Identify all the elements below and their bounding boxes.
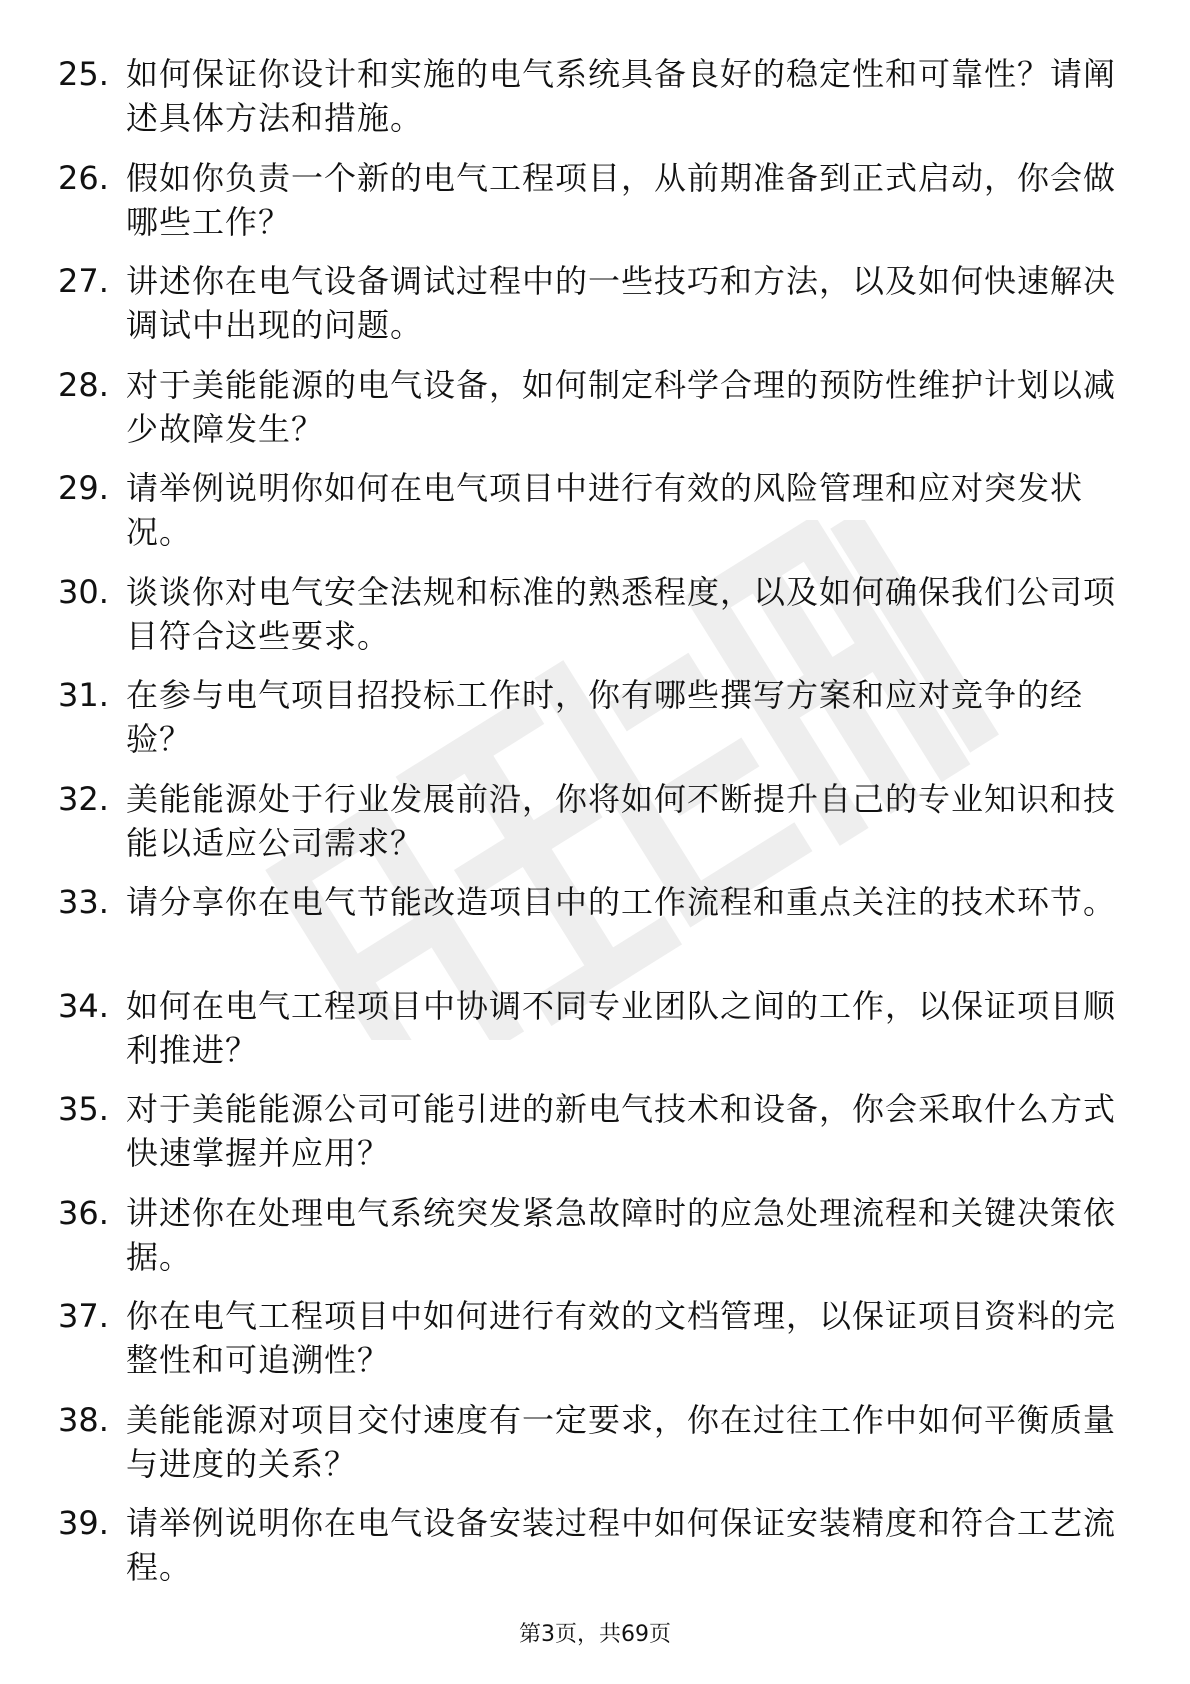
page-footer (0, 1620, 1190, 1650)
question-number: 35. (58, 1090, 109, 1128)
question-text: 请分享你在电气节能改造项目中的工作流程和重点关注的技术环节。 (126, 883, 1117, 921)
question-item (0, 1398, 1190, 1502)
question-text: 假如你负责一个新的电气工程项目，从前期准备到正式启动，你会做哪些工作？ (126, 158, 1117, 241)
question-text: 讲述你在电气设备调试过程中的一些技巧和方法，以及如何快速解决调试中出现的问题。 (126, 262, 1117, 344)
question-text: 在参与电气项目招投标工作时，你有哪些撰写方案和应对竞争的经验？ (126, 676, 1084, 758)
question-item (0, 673, 1190, 777)
page-number-label: 第3页，共69页 (519, 1622, 671, 1647)
question-item (0, 156, 1190, 260)
question-item (0, 984, 1190, 1088)
question-number: 36. (58, 1193, 109, 1232)
question-number: 32. (58, 779, 109, 818)
question-text: 如何在电气工程项目中协调不同专业团队之间的工作，以保证项目顺利推进？ (126, 986, 1117, 1069)
question-item (0, 52, 1190, 156)
question-text: 对于美能能源的电气设备，如何制定科学合理的预防性维护计划以减少故障发生？ (126, 365, 1117, 448)
question-number: 33. (58, 883, 109, 921)
question-text: 你在电气工程项目中如何进行有效的文档管理，以保证项目资料的完整性和可追溯性？ (126, 1297, 1117, 1379)
question-item (0, 363, 1190, 467)
question-item (0, 880, 1190, 984)
question-number: 39. (58, 1504, 109, 1542)
question-text: 如何保证你设计和实施的电气系统具备良好的稳定性和可靠性？请阐述具体方法和措施。 (126, 55, 1117, 137)
question-item (0, 1294, 1190, 1398)
question-number: 38. (58, 1400, 109, 1439)
question-number: 30. (58, 572, 109, 611)
question-number: 31. (58, 676, 109, 714)
question-number: 29. (58, 469, 109, 507)
question-text: 请举例说明你如何在电气项目中进行有效的风险管理和应对突发状况。 (126, 469, 1084, 551)
question-text: 对于美能能源公司可能引进的新电气技术和设备，你会采取什么方式快速掌握并应用？ (126, 1090, 1117, 1172)
question-list (0, 52, 1190, 1605)
question-number: 25. (58, 55, 109, 93)
question-item (0, 1501, 1190, 1605)
question-number: 27. (58, 262, 109, 300)
question-item (0, 1087, 1190, 1191)
question-text: 谈谈你对电气安全法规和标准的熟悉程度，以及如何确保我们公司项目符合这些要求。 (126, 572, 1117, 655)
question-item (0, 777, 1190, 881)
question-text: 美能能源处于行业发展前沿，你将如何不断提升自己的专业知识和技能以适应公司需求？ (126, 779, 1117, 862)
question-text: 美能能源对项目交付速度有一定要求，你在过往工作中如何平衡质量与进度的关系？ (126, 1400, 1117, 1483)
question-number: 26. (58, 158, 109, 197)
question-number: 28. (58, 365, 109, 404)
question-item (0, 570, 1190, 674)
question-text: 请举例说明你在电气设备安装过程中如何保证安装精度和符合工艺流程。 (126, 1504, 1117, 1586)
question-text: 讲述你在处理电气系统突发紧急故障时的应急处理流程和关键决策依据。 (126, 1193, 1117, 1276)
question-item (0, 259, 1190, 363)
question-number: 34. (58, 986, 109, 1025)
question-number: 37. (58, 1297, 109, 1335)
question-item (0, 1191, 1190, 1295)
question-item (0, 466, 1190, 570)
